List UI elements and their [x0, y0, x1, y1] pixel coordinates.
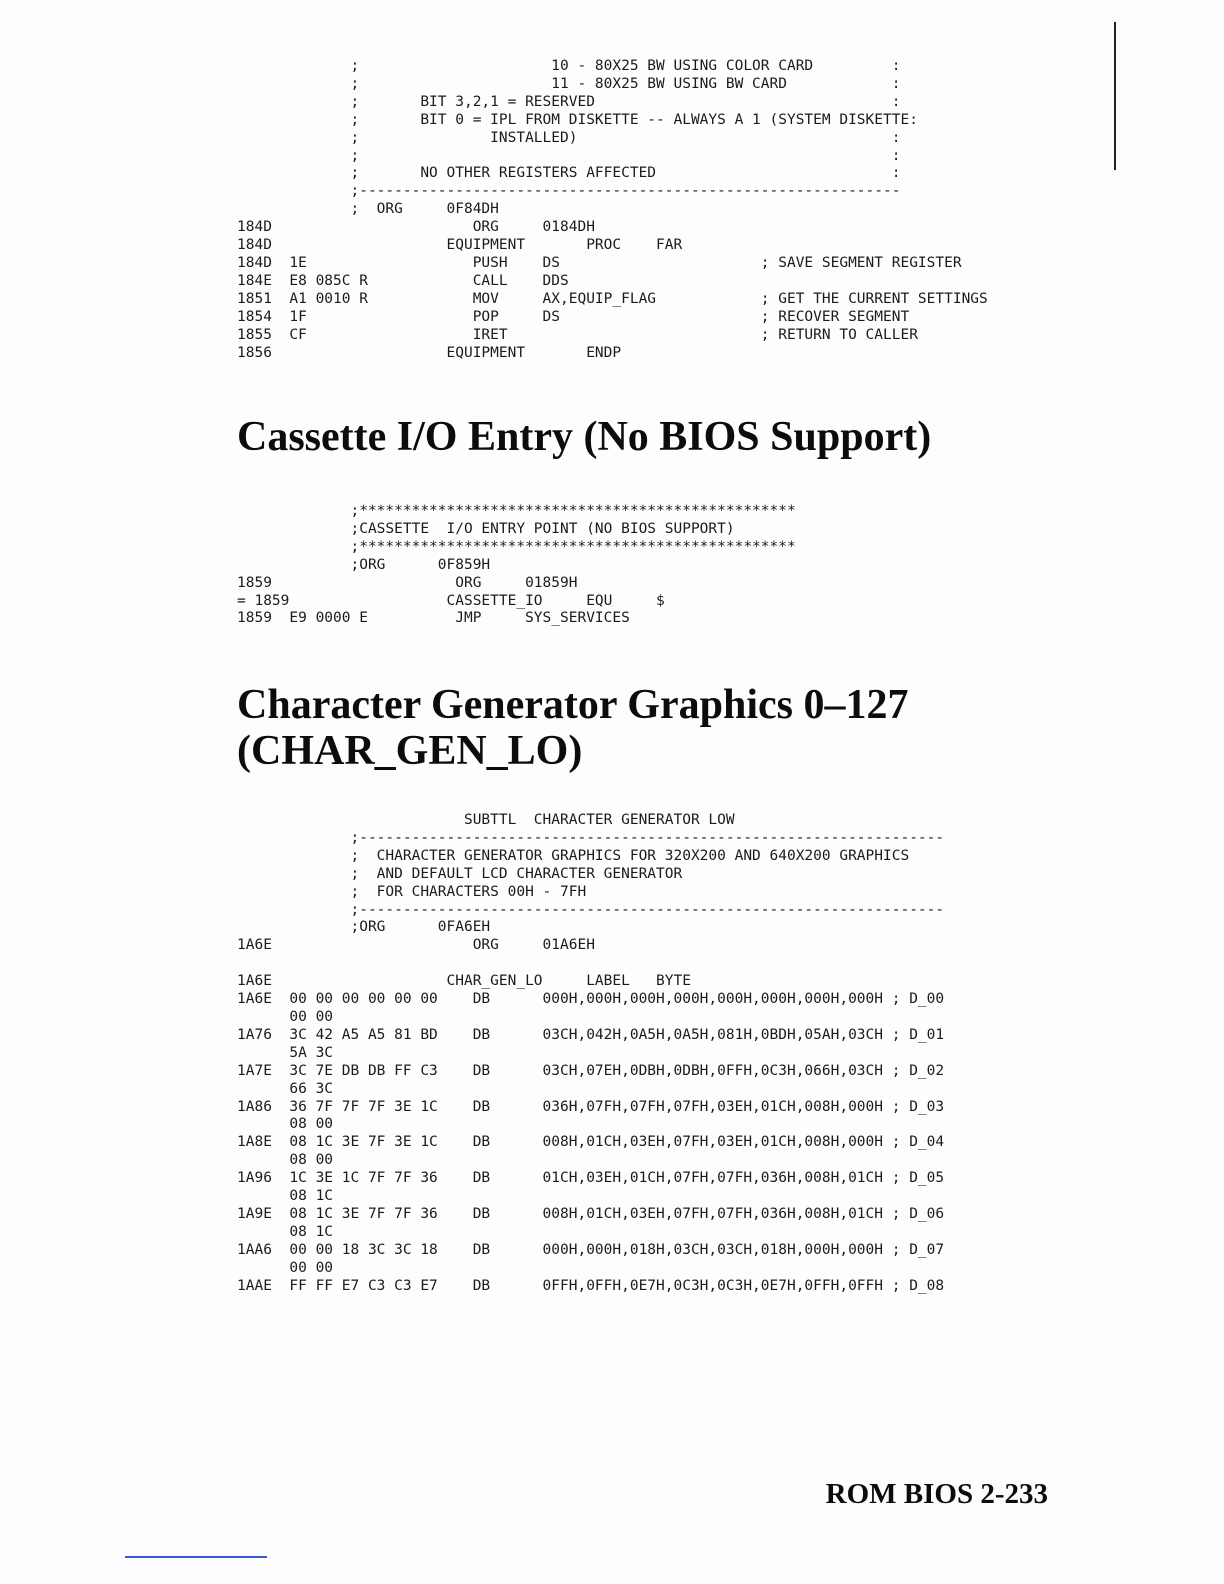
code-line: 1A96 1C 3E 1C 7F 7F 36 DB 01CH,03EH,01CH,07FH,07FH,036H,008H,01CH ; D_05: [237, 1170, 945, 1187]
code-line: 184D ORG 0184DH: [237, 219, 595, 236]
code-line: 08 1C: [237, 1188, 334, 1205]
code-line: ; BIT 0 = IPL FROM DISKETTE -- ALWAYS A 1 (SYSTEM DISKETTE:: [237, 111, 918, 128]
code-line: ;**************************************************: [237, 503, 796, 519]
code-line: ; ORG 0F84DH: [237, 201, 499, 218]
code-line: 1A6E 00 00 00 00 00 00 DB 000H,000H,000H,000H,000H,000H,000H,000H ; D_00: [237, 991, 945, 1008]
code-line: ;-------------------------------------------------------------------: [237, 901, 945, 918]
code-line: SUBTTL CHARACTER GENERATOR LOW: [237, 812, 735, 828]
code-line: ; 10 - 80X25 BW USING COLOR CARD :: [237, 58, 901, 74]
code-line: 1855 CF IRET ; RETURN TO CALLER: [237, 326, 918, 343]
code-line: 08 1C: [237, 1223, 334, 1240]
code-line: 5A 3C: [237, 1044, 334, 1061]
code-line: ; :: [237, 147, 901, 164]
code-line: = 1859 CASSETTE_IO EQU $: [237, 592, 665, 609]
code-line: 184D EQUIPMENT PROC FAR: [237, 237, 683, 254]
code-line: ; INSTALLED) :: [237, 129, 901, 146]
code-line: 1A76 3C 42 A5 A5 81 BD DB 03CH,042H,0A5H,0A5H,081H,0BDH,05AH,03CH ; D_01: [237, 1026, 945, 1043]
char-gen-listing: [237, 812, 944, 1295]
heading-line-1: Character Generator Graphics 0–127: [237, 682, 909, 728]
section-heading-char-gen: [237, 682, 909, 774]
code-line: ; FOR CHARACTERS 00H - 7FH: [237, 883, 587, 900]
code-line: ;**************************************************: [237, 538, 796, 555]
code-line: ;ORG 0FA6EH: [237, 919, 491, 936]
code-line: 1856 EQUIPMENT ENDP: [237, 344, 622, 361]
section-heading-cassette: Cassette I/O Entry (No BIOS Support): [237, 414, 932, 460]
code-line: 1AAE FF FF E7 C3 C3 E7 DB 0FFH,0FFH,0E7H,0C3H,0C3H,0E7H,0FFH,0FFH ; D_08: [237, 1277, 945, 1294]
code-line: 1A86 36 7F 7F 7F 3E 1C DB 036H,07FH,07FH,07FH,03EH,01CH,008H,000H ; D_03: [237, 1098, 945, 1115]
code-line: 184E E8 085C R CALL DDS: [237, 272, 569, 289]
code-line: ; CHARACTER GENERATOR GRAPHICS FOR 320X200 AND 640X200 GRAPHICS: [237, 847, 910, 864]
code-line: 1859 E9 0000 E JMP SYS_SERVICES: [237, 610, 630, 627]
code-line: ;ORG 0F859H: [237, 556, 491, 573]
code-line: 1A6E CHAR_GEN_LO LABEL BYTE: [237, 973, 691, 990]
code-line: 1A6E ORG 01A6EH: [237, 937, 595, 954]
code-line: 1851 A1 0010 R MOV AX,EQUIP_FLAG ; GET THE CURRENT SETTINGS: [237, 290, 988, 307]
code-line: 1859 ORG 01859H: [237, 574, 578, 591]
code-line: 184D 1E PUSH DS ; SAVE SEGMENT REGISTER: [237, 254, 962, 271]
cassette-listing: [237, 503, 796, 628]
code-line: ; BIT 3,2,1 = RESERVED :: [237, 93, 901, 110]
bottom-rule: [125, 1556, 267, 1558]
code-line: 08 00: [237, 1116, 334, 1133]
code-line: 1A9E 08 1C 3E 7F 7F 36 DB 008H,01CH,03EH,07FH,07FH,036H,008H,01CH ; D_06: [237, 1205, 945, 1222]
code-line: ; AND DEFAULT LCD CHARACTER GENERATOR: [237, 865, 683, 882]
margin-rule: [1114, 22, 1116, 170]
code-line: ;--------------------------------------------------------------: [237, 183, 901, 200]
code-line: 1AA6 00 00 18 3C 3C 18 DB 000H,000H,018H,03CH,03CH,018H,000H,000H ; D_07: [237, 1241, 945, 1258]
code-line: ; NO OTHER REGISTERS AFFECTED :: [237, 165, 901, 182]
page-footer: ROM BIOS 2-233: [825, 1478, 1048, 1510]
equipment-listing: [237, 58, 988, 362]
code-line: 00 00: [237, 1008, 334, 1025]
code-line: 1854 1F POP DS ; RECOVER SEGMENT: [237, 308, 910, 325]
code-line: ;-------------------------------------------------------------------: [237, 829, 945, 846]
code-line: 1A8E 08 1C 3E 7F 3E 1C DB 008H,01CH,03EH,07FH,03EH,01CH,008H,000H ; D_04: [237, 1134, 945, 1151]
code-line: 08 00: [237, 1152, 334, 1169]
code-line: 00 00: [237, 1259, 334, 1276]
heading-line-2: (CHAR_GEN_LO): [237, 728, 583, 774]
code-line: ;CASSETTE I/O ENTRY POINT (NO BIOS SUPPORT): [237, 520, 735, 537]
code-line: 1A7E 3C 7E DB DB FF C3 DB 03CH,07EH,0DBH,0DBH,0FFH,0C3H,066H,03CH ; D_02: [237, 1062, 945, 1079]
code-line: 66 3C: [237, 1080, 334, 1097]
code-line: ; 11 - 80X25 BW USING BW CARD :: [237, 75, 901, 92]
